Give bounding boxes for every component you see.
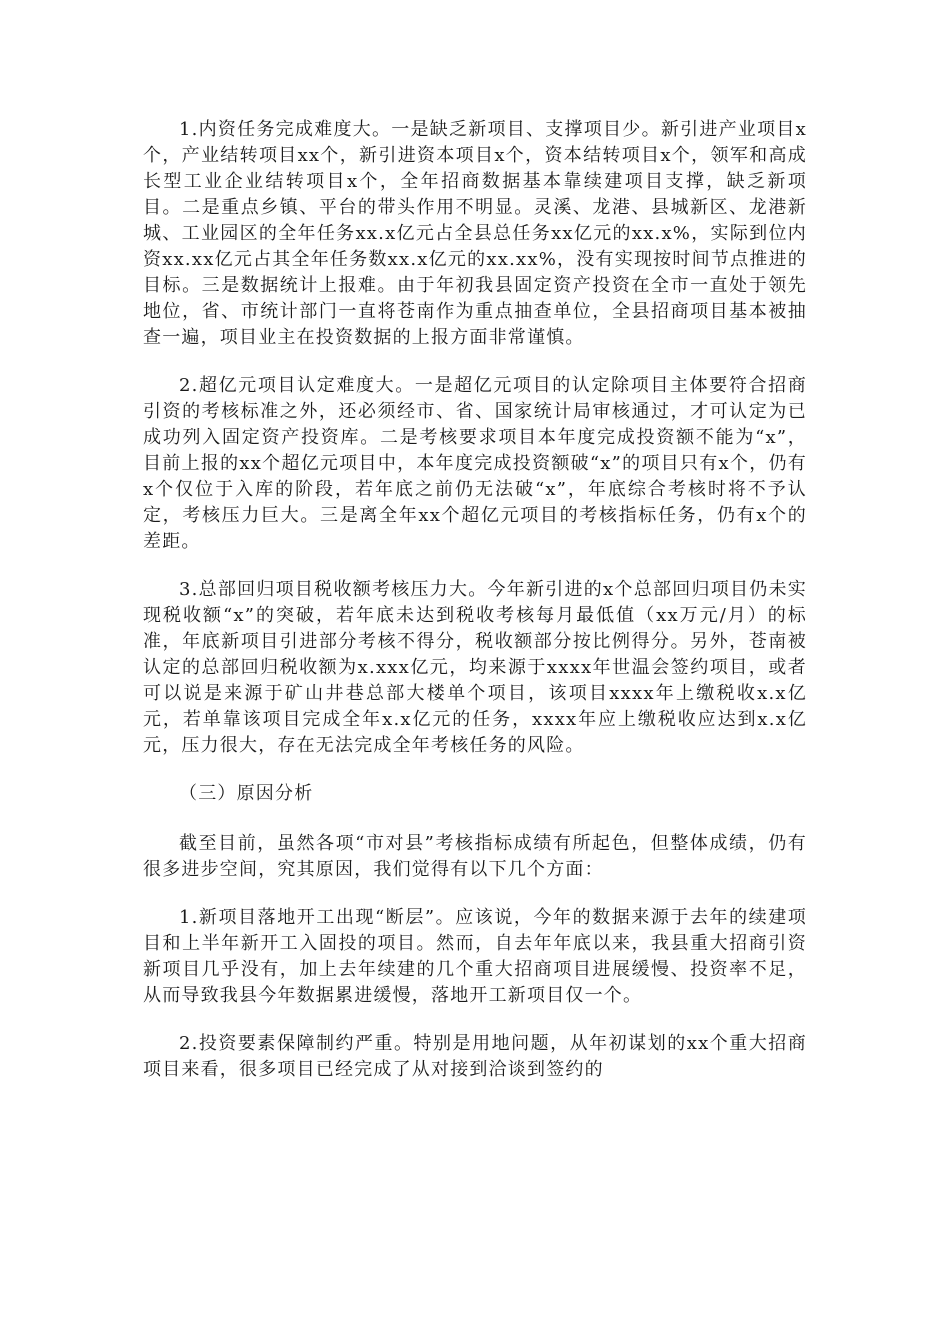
paragraph-intro-causes: 截至目前，虽然各项“市对县”考核指标成绩有所起色，但整体成绩，仍有很多进步空间，究其原因，我们觉得有以下几个方面： — [143, 833, 807, 880]
paragraph-domestic-investment: 1.内资任务完成难度大。一是缺乏新项目、支撑项目少。新引进产业项目x个，产业结转项目xx个，新引进资本项目x个，资本结转项目x个，领军和高成长型工业企业结转项目x个，全年招商数据基本靠续建项目支撑，缺乏新项目。二是重点乡镇、平台的带头作用不明显。灵溪、龙港、县城新区、龙港新城、工业园区的全年任务xx.x亿元占全县总任务xx亿元的xx.x%，实际到位内资xx.xx亿元占其全年任务数xx.x亿元的xx.xx%，没有实现按时间节点推进的目标。三是数据统计上报难。由于年初我县固定资产投资在全市一直处于领先地位，省、市统计部门一直将苍南作为重点抽查单位，全县招商项目基本被抽查一遍，项目业主在投资数据的上报方面非常谨慎。 — [143, 119, 807, 348]
paragraph-large-projects: 2.超亿元项目认定难度大。一是超亿元项目的认定除项目主体要符合招商引资的考核标准之外，还必须经市、省、国家统计局审核通过，才可认定为已成功列入固定资产投资库。二是考核要求项目本年度完成投资额不能为“x”，目前上报的xx个超亿元项目中，本年度完成投资额破“x”的项目只有x个，仍有x个仅位于入库的阶段，若年底之前仍无法破“x”，年底综合考核时将不予认定，考核压力巨大。三是离全年xx个超亿元项目的考核指标任务，仍有x个的差距。 — [143, 375, 807, 552]
paragraph-new-projects-gap: 1.新项目落地开工出现“断层”。应该说，今年的数据来源于去年的续建项目和上半年新开工入固投的项目。然而，自去年年底以来，我县重大招商引资新项目几乎没有，加上去年续建的几个重大招商项目进展缓慢、投资率不足，从而导致我县今年数据累进缓慢，落地开工新项目仅一个。 — [143, 907, 807, 1006]
section-heading-cause-analysis: （三）原因分析 — [179, 783, 314, 804]
paragraph-investment-factors: 2.投资要素保障制约严重。特别是用地问题，从年初谋划的xx个重大招商项目来看，很多项目已经完成了从对接到洽谈到签约的 — [143, 1033, 807, 1080]
paragraph-headquarters-tax: 3.总部回归项目税收额考核压力大。今年新引进的x个总部回归项目仍未实现税收额“x”的突破，若年底未达到税收考核每月最低值（xx万元/月）的标准，年底新项目引进部分考核不得分，税收额部分按比例得分。另外，苍南被认定的总部回归税收额为x.xxx亿元，均来源于xxxx年世温会签约项目，或者可以说是来源于矿山井巷总部大楼单个项目，该项目xxxx年上缴税收x.x亿元，若单靠该项目完成全年x.x亿元的任务，xxxx年应上缴税收应达到x.x亿元，压力很大，存在无法完成全年考核任务的风险。 — [143, 579, 807, 756]
document-page — [143, 117, 807, 1083]
